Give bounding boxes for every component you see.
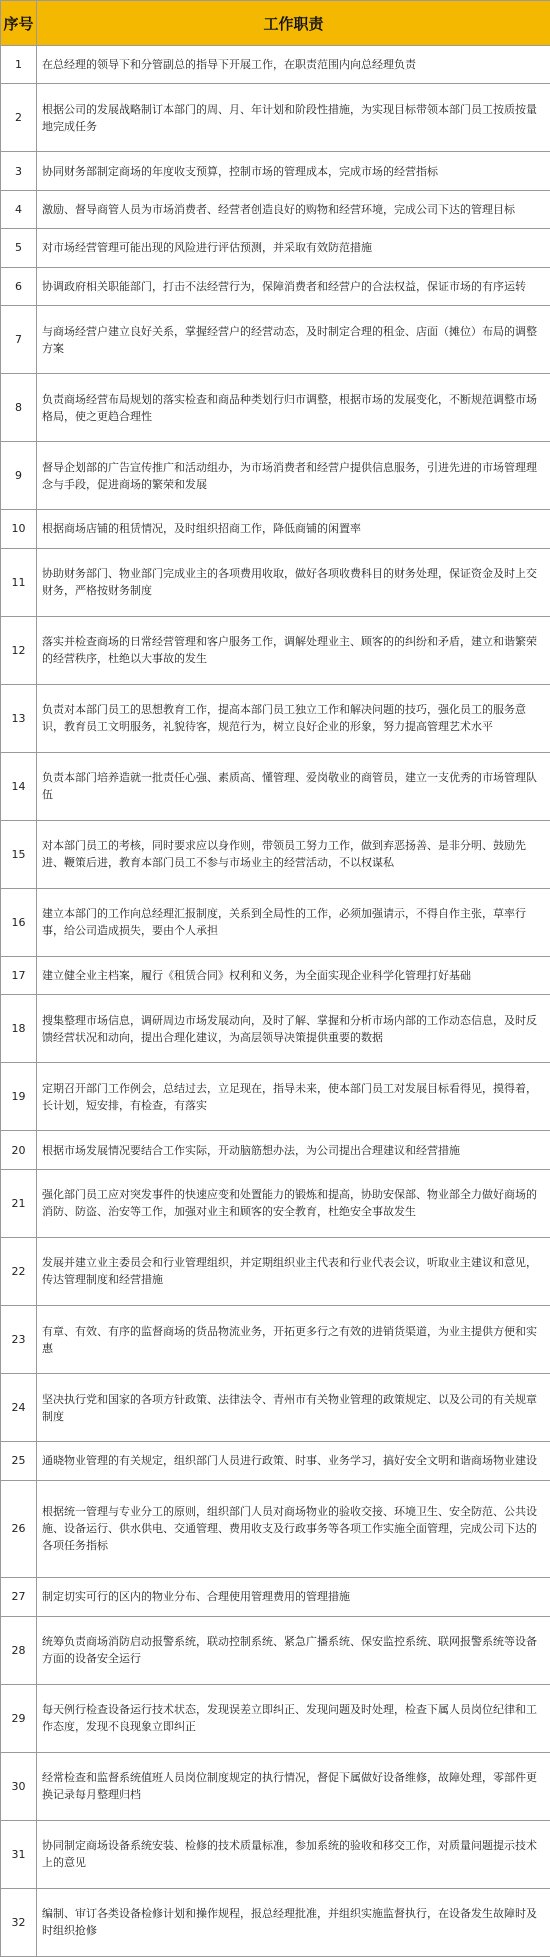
row-number: 19 — [1, 1063, 37, 1131]
table-row — [1, 1374, 550, 1442]
table-row — [1, 374, 550, 442]
row-number: 23 — [1, 1306, 37, 1374]
duty-text: 督导企划部的广告宣传推广和活动组办，为市场消费者和经营户提供信息服务，引进先进的市场管理理念与手段，促进商场的繁荣和发展 — [37, 442, 550, 510]
row-number: 18 — [1, 995, 37, 1063]
table-row — [1, 267, 550, 305]
table-row — [1, 84, 550, 152]
duty-text: 定期召开部门工作例会，总结过去，立足现在，指导未来，使本部门员工对发展目标看得见，摸得着，长计划，短安排，有检查，有落实 — [37, 1063, 550, 1131]
row-number: 27 — [1, 1578, 37, 1616]
table-row — [1, 752, 550, 820]
table-row — [1, 956, 550, 994]
table-row — [1, 995, 550, 1063]
duty-text: 根据商场店铺的租赁情况，及时组织招商工作，降低商铺的闲置率 — [37, 510, 550, 548]
row-number: 16 — [1, 888, 37, 956]
row-number: 2 — [1, 84, 37, 152]
table-row — [1, 1131, 550, 1169]
row-number: 10 — [1, 510, 37, 548]
table-row — [1, 1169, 550, 1237]
row-number: 29 — [1, 1684, 37, 1752]
duty-text: 通晓物业管理的有关规定，组织部门人员进行政策、时事、业务学习，搞好安全文明和谐商场物业建设 — [37, 1442, 550, 1480]
duty-text: 每天例行检查设备运行技术状态，发现误差立即纠正、发现问题及时处理，检查下属人员岗位纪律和工作态度，发现不良现象立即纠正 — [37, 1684, 550, 1752]
table-row — [1, 510, 550, 548]
row-number: 32 — [1, 1888, 37, 1956]
row-number: 4 — [1, 190, 37, 228]
duty-text: 负责对本部门员工的思想教育工作，提高本部门员工独立工作和解决问题的技巧，强化员工的服务意识，教育员工文明服务，礼貌待客，规范行为，树立良好企业的形象，努力提高管理艺术水平 — [37, 684, 550, 752]
duty-text: 协调政府相关职能部门，打击不法经营行为，保障消费者和经营户的合法权益，保证市场的有序运转 — [37, 267, 550, 305]
duty-text: 建立本部门的工作向总经理汇报制度，关系到全局性的工作，必须加强请示，不得自作主张，草率行事，给公司造成损失，要由个人承担 — [37, 888, 550, 956]
duty-text: 根据公司的发展战略制订本部门的周、月、年计划和阶段性措施，为实现目标带领本部门员工按质按量地完成任务 — [37, 84, 550, 152]
duty-text: 负责商场经营布局规划的落实检查和商品种类划行归市调整，根据市场的发展变化，不断规范调整市场格局，使之更趋合理性 — [37, 374, 550, 442]
duty-text: 统筹负责商场消防启动报警系统，联动控制系统、紧急广播系统、保安监控系统、联网报警系统等设备方面的设备安全运行 — [37, 1616, 550, 1684]
duty-text: 协同财务部制定商场的年度收支预算，控制市场的管理成本，完成市场的经营指标 — [37, 152, 550, 190]
duty-text: 坚决执行党和国家的各项方针政策、法律法令、青州市有关物业管理的政策规定、以及公司的有关规章制度 — [37, 1374, 550, 1442]
table-row — [1, 548, 550, 616]
duty-text: 有章、有效、有序的监督商场的货品物流业务，开拓更多行之有效的进销货渠道，为业主提供方便和实惠 — [37, 1306, 550, 1374]
row-number: 6 — [1, 267, 37, 305]
header-row — [1, 1, 550, 46]
duty-text: 对本部门员工的考核，同时要求应以身作则，带领员工努力工作，做到弃恶扬善、是非分明、鼓励先进、鞭策后进，教育本部门员工不参与市场业主的经营活动，不以权谋私 — [37, 820, 550, 888]
row-number: 13 — [1, 684, 37, 752]
table-row — [1, 190, 550, 228]
duty-text: 搜集整理市场信息，调研周边市场发展动向，及时了解、掌握和分析市场内部的工作动态信息，及时反馈经营状况和动向，提出合理化建议，为高层领导决策提供重要的数据 — [37, 995, 550, 1063]
row-number: 5 — [1, 229, 37, 267]
table-row — [1, 1480, 550, 1578]
table-row — [1, 1888, 550, 1956]
table-row — [1, 442, 550, 510]
row-number: 8 — [1, 374, 37, 442]
row-number: 25 — [1, 1442, 37, 1480]
row-number: 20 — [1, 1131, 37, 1169]
row-number: 17 — [1, 956, 37, 994]
row-number: 26 — [1, 1480, 37, 1578]
duty-text: 对市场经营管理可能出现的风险进行评估预测，并采取有效防范措施 — [37, 229, 550, 267]
duty-text: 协助财务部门、物业部门完成业主的各项费用收取，做好各项收费科目的财务处理，保证资金及时上交财务，严格按财务制度 — [37, 548, 550, 616]
table-row — [1, 306, 550, 374]
duty-text: 发展并建立业主委员会和行业管理组织，并定期组织业主代表和行业代表会议，听取业主建议和意见，传达管理制度和经营措施 — [37, 1237, 550, 1305]
row-number: 31 — [1, 1820, 37, 1888]
duty-text: 根据统一管理与专业分工的原则，组织部门人员对商场物业的验收交接、环境卫生、安全防范、公共设施、设备运行、供水供电、交通管理、费用收支及行政事务等各项工作实施全面管理，完成公司下达的各项任务指标 — [37, 1480, 550, 1578]
row-number: 7 — [1, 306, 37, 374]
duty-text: 制定切实可行的区内的物业分布、合理使用管理费用的管理措施 — [37, 1578, 550, 1616]
row-number: 24 — [1, 1374, 37, 1442]
row-number: 22 — [1, 1237, 37, 1305]
table-row — [1, 229, 550, 267]
duty-table-body — [1, 46, 550, 1957]
row-number: 15 — [1, 820, 37, 888]
table-row — [1, 616, 550, 684]
table-row — [1, 46, 550, 84]
table-row — [1, 1820, 550, 1888]
row-number: 1 — [1, 46, 37, 84]
duty-text: 协同制定商场设备系统安装、检修的技术质量标准，参加系统的验收和移交工作，对质量问题提示技术上的意见 — [37, 1820, 550, 1888]
duty-text: 激励、督导商管人员为市场消费者、经营者创造良好的购物和经营环境，完成公司下达的管理目标 — [37, 190, 550, 228]
row-number: 11 — [1, 548, 37, 616]
table-row — [1, 820, 550, 888]
table-row — [1, 152, 550, 190]
duty-text: 与商场经营户建立良好关系，掌握经营户的经营动态，及时制定合理的租金、店面（摊位）布局的调整方案 — [37, 306, 550, 374]
duty-text: 经常检查和监督系统值班人员岗位制度规定的执行情况，督促下属做好设备维修，故障处理，零部件更换记录每月整理归档 — [37, 1752, 550, 1820]
row-number: 12 — [1, 616, 37, 684]
row-number: 3 — [1, 152, 37, 190]
duty-text: 编制、审订各类设备检修计划和操作规程，报总经理批准，并组织实施监督执行，在设备发生故障时及时组织抢修 — [37, 1888, 550, 1956]
table-row — [1, 1578, 550, 1616]
table-row — [1, 1752, 550, 1820]
duty-text: 根据市场发展情况要结合工作实际，开动脑筋想办法，为公司提出合理建议和经营措施 — [37, 1131, 550, 1169]
table-row — [1, 888, 550, 956]
header-duty: 工作职责 — [37, 1, 550, 46]
row-number: 21 — [1, 1169, 37, 1237]
table-row — [1, 1306, 550, 1374]
duty-text: 强化部门员工应对突发事件的快速应变和处置能力的锻炼和提高，协助安保部、物业部全力做好商场的消防、防盗、治安等工作，加强对业主和顾客的安全教育，杜绝安全事故发生 — [37, 1169, 550, 1237]
row-number: 14 — [1, 752, 37, 820]
row-number: 28 — [1, 1616, 37, 1684]
table-row — [1, 1237, 550, 1305]
table-row — [1, 1684, 550, 1752]
row-number: 9 — [1, 442, 37, 510]
row-number: 30 — [1, 1752, 37, 1820]
duty-text: 在总经理的领导下和分管副总的指导下开展工作，在职责范围内向总经理负责 — [37, 46, 550, 84]
table-row — [1, 1616, 550, 1684]
duty-text: 建立健全业主档案，履行《租赁合同》权利和义务，为全面实现企业科学化管理打好基础 — [37, 956, 550, 994]
header-number: 序号 — [1, 1, 37, 46]
table-row — [1, 1442, 550, 1480]
duty-text: 落实并检查商场的日常经营管理和客户服务工作，调解处理业主、顾客的的纠纷和矛盾，建立和谐繁荣的经营秩序，杜绝以大事故的发生 — [37, 616, 550, 684]
table-row — [1, 684, 550, 752]
table-row — [1, 1063, 550, 1131]
duty-text: 负责本部门培养造就一批责任心强、素质高、懂管理、爱岗敬业的商管员，建立一支优秀的市场管理队伍 — [37, 752, 550, 820]
